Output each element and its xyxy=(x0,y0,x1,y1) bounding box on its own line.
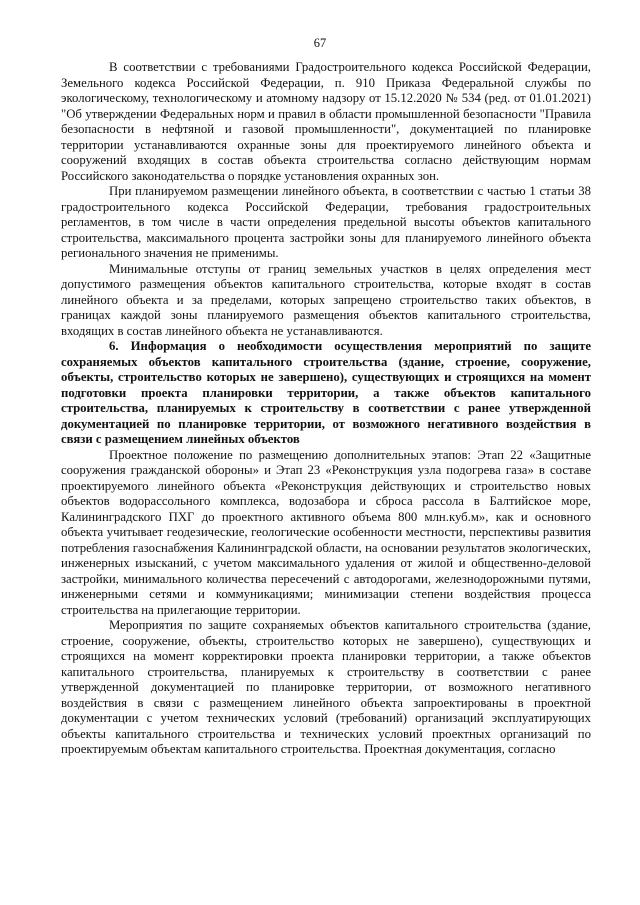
document-body xyxy=(61,60,591,758)
paragraph-protection-zones: В соответствии с требованиями Градостроительного кодекса Российской Федерации, Земельного кодекса Российской Федерации, п. 910 Приказа Федеральной службы по экологическому, технологическому и атомному надзору от 15.12.2020 № 534 (ред. от 01.01.2021) "Об утверждении Федеральных норм и правил в области промышленной безопасности "Правила безопасности в нефтяной и газовой промышленности", документацией по планировке территории устанавливаются охранные зоны для проектируемого линейного объекта и сооружений входящих в состав объекта строительства согласно действующим нормам Российского законодательства о порядке установления охранных зон. xyxy=(61,60,591,183)
section-6-heading: 6. Информация о необходимости осуществления мероприятий по защите сохраняемых объектов капитального строительства (здание, строение, сооружение, объекты, строительство которых не завершено), существующих и строящихся на момент подготовки проекта планировки территории, а также объектов капитального строительства, планируемых к строительству в соответствии с ранее утвержденной документацией по планировке территории, от возможного негативного воздействия в связи с размещением линейных объектов xyxy=(61,339,591,446)
paragraph-urban-regulations: При планируемом размещении линейного объекта, в соответствии с частью 1 статьи 38 градостроительного кодекса Российской Федерации, требования градостроительных регламентов, в том числе в части определения предельной высоты объектов капитального строительства, максимального процента застройки зоны для планируемого линейного объекта регионального значения не применимы. xyxy=(61,184,591,260)
paragraph-additional-stages: Проектное положение по размещению дополнительных этапов: Этап 22 «Защитные сооружения гражданской обороны» и Этап 23 «Реконструкция узла подогрева газа» в составе проектируемого линейного объекта «Реконструкция действующих и строительство новых объектов водорассольного комплекса, водозабора и сброса рассола в Балтийское море, Калининградского ПХГ до проектного активного объема 800 млн.куб.м», как и основного объекта учитывает геодезические, геологические особенности местности, перспективы развития потребления газоснабжения Калининградской области, на основании результатов экологических, инженерных изысканий, с учетом максимального удаления от жилой и общественно-деловой застройки, минимального количества пересечений с автодорогами, железнодорожными путями, инженерными сетями и коммуникациями; минимизации степени воздействия процесса строительства на прилегающие территории. xyxy=(61,447,591,617)
page-number: 67 xyxy=(313,36,327,50)
paragraph-minimum-setbacks: Минимальные отступы от границ земельных участков в целях определения мест допустимого размещения объектов капитального строительства, которые входят в состав линейного объекта и за пределами, которых запрещено строительство таких объектов, в границах каждой зоны планируемого размещения объектов капитального строительства, входящих в состав линейного объекта не устанавливаются. xyxy=(61,261,591,338)
paragraph-protection-measures: Мероприятия по защите сохраняемых объектов капитального строительства (здание, строение, сооружение, объекты, строительство которых не завершено), существующих и строящихся на момент корректировки проекта планировки территории, а также объектов капитального строительства, планируемых к строительству в соответствии с ранее утвержденной документацией по планировке территории, от возможного негативного воздействия в связи с размещением линейного объекта запроектированы в проектной документации с учетом технических условий (требований) организаций эксплуатирующих объекты капитального строительства и технических условий проектных организаций по проектируемым объектам капитального строительства. Проектная документация, согласно xyxy=(61,618,591,756)
